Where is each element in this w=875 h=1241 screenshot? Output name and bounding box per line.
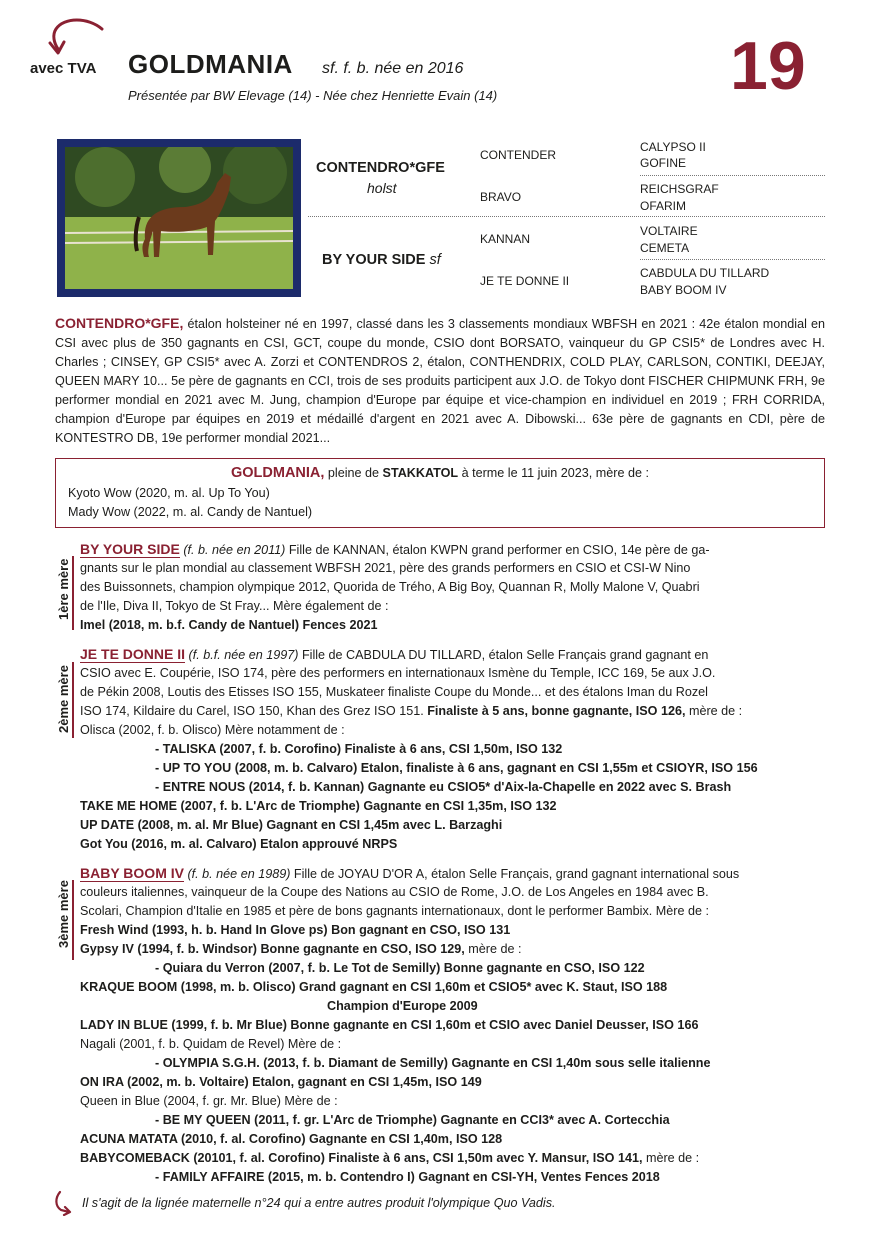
mother3-line3: Scolari, Champion d'Italie en 1985 et père de bons gagnants internationaux, dont le performer Bambix. Mère de : bbox=[80, 904, 709, 918]
mother3-e13b: mère de : bbox=[645, 1151, 700, 1165]
foal-1: Kyoto Wow (2020, m. al. Up To You) bbox=[68, 486, 270, 500]
mother2-l4b: Finaliste à 5 ans, bonne gagnante, ISO 126, bbox=[427, 704, 686, 718]
dam-breed: sf bbox=[429, 252, 441, 268]
mother3-e14: - FAMILY AFFAIRE (2015, m. b. Contendro I) Gagnant en CSI-YH, Ventes Fences 2018 bbox=[155, 1170, 660, 1184]
sire-heading: CONTENDRO*GFE, bbox=[55, 315, 184, 331]
produce-stallion: STAKKATOL bbox=[382, 466, 459, 480]
mother2-text: Fille de CABDULA DU TILLARD, étalon Selle Français grand gagnant en bbox=[301, 648, 709, 662]
mother3-e3: - Quiara du Verron (2007, f. b. Le Tot de Semilly) Bonne gagnante en CSO, ISO 122 bbox=[155, 961, 645, 975]
horse-name: GOLDMANIA bbox=[128, 49, 293, 79]
tva-label: avec TVA bbox=[30, 60, 97, 77]
produce-box bbox=[55, 458, 825, 528]
mother1-text: Fille de KANNAN, étalon KWPN grand performer en CSIO, 14e père de ga- bbox=[288, 543, 710, 557]
gen3-cemeta: CEMETA bbox=[640, 241, 690, 255]
mother3-text: Fille de JOYAU D'OR A, étalon Selle Français, grand gagnant international sous bbox=[293, 867, 740, 881]
mother2-bold1: TAKE ME HOME (2007, f. b. L'Arc de Triomphe) Gagnante en CSI 1,35m, ISO 132 bbox=[80, 799, 557, 813]
mother3-e13-row bbox=[80, 1149, 825, 1168]
mother1-line3: des Buissonnets, champion olympique 2012, Quorida de Trého, A Big Boy, Quannan R, Molly Malone V, Quabri bbox=[80, 580, 700, 594]
gen3-calypso: CALYPSO II bbox=[640, 140, 706, 154]
gen2-kannan: KANNAN bbox=[480, 232, 531, 246]
sire-name: CONTENDRO*GFE bbox=[316, 160, 445, 176]
mother2-bold2: UP DATE (2008, m. al. Mr Blue) Gagnant en CSI 1,45m avec L. Barzaghi bbox=[80, 818, 503, 832]
mother3-desc: (f. b. née en 1989) bbox=[187, 867, 291, 881]
sire-paragraph bbox=[55, 314, 825, 448]
mother2-sub3: - ENTRE NOUS (2014, f. b. Kannan) Gagnante eu CSIO5* d'Aix-la-Chapelle en 2022 avec S. Brash bbox=[155, 780, 732, 794]
mother3-label: 3ème mère bbox=[56, 880, 71, 948]
dam-name-text: BY YOUR SIDE bbox=[322, 252, 426, 268]
gen2-bravo: BRAVO bbox=[480, 190, 522, 204]
mother2-bold3: Got You (2016, m. al. Calvaro) Etalon approuvé NRPS bbox=[80, 837, 398, 851]
mother1-line4: de l'Ile, Diva II, Tokyo de St Fray... Mère également de : bbox=[80, 599, 389, 613]
sire-body: étalon holsteiner né en 1997, classé dans les 3 classements mondiaux WBFSH en 2021 : 42e étalon mondial en CSI avec plus de 350 gagnants en CSI, GCT, coupe du monde, CSIO dont BORSATO, vainqueur du GP CSI5* de Londres avec H. Charles ; CINSEY, GP CSI5* avec A. Zorzi et CONTENDROS 2, étalon, CONTHENDRIX, COLD PLAY, CARLSON, CONTIKI, DEEJAY, QUEEN MARY 10... 5e père de gagnants en CCI, trois de ses produits participent aux J.O. de Tokyo dont FISCHER CHIPMUNK FRH, 9e performer mondial en 2021 avec M. Jung, champion d'Europe par équipe et vice-champion en individuel en 2019 ; FRH CORRIDA, champion d'Europe par équipes en 2019 et médaillé d'argent en 2021 avec A. Dibowski... 63e père de gagnants en CDI, père de KONTESTRO DB, 19e performer mondial 2021... bbox=[55, 317, 825, 445]
mother2-name: JE TE DONNE II bbox=[80, 646, 186, 662]
mother3-e2b: mère de : bbox=[468, 942, 522, 956]
gen2-contender: CONTENDER bbox=[480, 148, 557, 162]
mother3-e2: Gypsy IV (1994, f. b. Windsor) Bonne gagnante en CSO, ISO 129, bbox=[80, 942, 465, 956]
mother1-label: 1ère mère bbox=[56, 558, 71, 620]
mother1-line2: gnants sur le plan mondial au classement WBFSH 2021, père des grands performers en CSIO et CSI-W Nino bbox=[80, 561, 691, 575]
mother1-bracket bbox=[72, 556, 74, 630]
mother3-e9: ON IRA (2002, m. b. Voltaire) Etalon, gagnant en CSI 1,45m, ISO 149 bbox=[80, 1075, 482, 1089]
presented-by: Présentée par BW Elevage (14) - Née chez Henriette Evain (14) bbox=[128, 88, 498, 103]
curved-arrow-icon bbox=[52, 1190, 74, 1216]
gen2-je-te-donne: JE TE DONNE II bbox=[480, 274, 570, 288]
produce-t1: pleine de bbox=[327, 466, 380, 480]
produce-t2: à terme le 11 juin 2023, mère de : bbox=[461, 466, 649, 480]
mother2-label: 2ème mère bbox=[56, 665, 71, 733]
gen3-cabdula: CABDULA DU TILLARD bbox=[640, 266, 770, 280]
produce-name: GOLDMANIA, bbox=[230, 465, 325, 481]
mother3-e11: - BE MY QUEEN (2011, f. gr. L'Arc de Triomphe) Gagnante en CCI3* avec A. Cortecchia bbox=[155, 1113, 670, 1127]
mother3-e5: Champion d'Europe 2009 bbox=[327, 999, 478, 1013]
mother2-line2: CSIO avec E. Coupérie, ISO 174, père des performers en internationaux Ismène du Temple, ICC 169, 5e aux J.O. bbox=[80, 666, 716, 680]
mother2-sub1: - TALISKA (2007, f. b. Corofino) Finaliste à 6 ans, CSI 1,50m, ISO 132 bbox=[155, 742, 563, 756]
mother2-l4a: ISO 174, Kildaire du Carel, ISO 150, Khan des Grez ISO 151. bbox=[80, 704, 424, 718]
mother3-e8: - OLYMPIA S.G.H. (2013, f. b. Diamant de Semilly) Gagnante en CSI 1,40m sous selle italienne bbox=[155, 1056, 711, 1070]
mother2-line4 bbox=[80, 702, 825, 721]
mother2-desc: (f. b.f. née en 1997) bbox=[188, 648, 299, 662]
mother3-line1 bbox=[80, 864, 825, 884]
divider bbox=[640, 175, 825, 176]
sire-breed: holst bbox=[367, 180, 397, 196]
mother3-e12: ACUNA MATATA (2010, f. al. Corofino) Gagnante en CSI 1,40m, ISO 128 bbox=[80, 1132, 503, 1146]
mother2-line3: de Pékin 2008, Loutis des Etisses ISO 155, Muskateer finaliste Coupe du Monde... et des étalons Iman du Rozel bbox=[80, 685, 708, 699]
mother3-e7: Nagali (2001, f. b. Quidam de Revel) Mère de : bbox=[80, 1037, 342, 1051]
lot-number: 19 bbox=[730, 28, 806, 104]
mother1-line1 bbox=[80, 540, 825, 560]
mother3-e2-row bbox=[80, 940, 825, 959]
divider bbox=[640, 259, 825, 260]
mother3-line2: couleurs italiennes, vainqueur de la Coupe des Nations au CSIO de Rome, J.O. de Los Angeles en 1984 avec B. bbox=[80, 885, 709, 899]
mother3-e10: Queen in Blue (2004, f. gr. Mr. Blue) Mère de : bbox=[80, 1094, 338, 1108]
mother3-e1: Fresh Wind (1993, h. b. Hand In Glove ps) Bon gagnant en CSO, ISO 131 bbox=[80, 923, 511, 937]
mother2-line5: Olisca (2002, f. b. Olisco) Mère notamment de : bbox=[80, 723, 345, 737]
gen3-ofarim: OFARIM bbox=[640, 199, 687, 213]
gen3-baby-boom: BABY BOOM IV bbox=[640, 283, 727, 297]
mother2-line1 bbox=[80, 645, 825, 665]
dam-name bbox=[322, 252, 441, 268]
produce-heading bbox=[56, 465, 824, 481]
mother3-e4: KRAQUE BOOM (1998, m. b. Olisco) Grand gagnant en CSI 1,60m et CSIO5* avec K. Staut, ISO 188 bbox=[80, 980, 668, 994]
mother2-l4c: mère de : bbox=[688, 704, 743, 718]
footer-note: Il s'agit de la lignée maternelle n°24 qui a entre autres produit l'olympique Quo Vadis. bbox=[82, 1196, 556, 1210]
mother2-bracket bbox=[72, 662, 74, 738]
mother1-offspring: Imel (2018, m. b.f. Candy de Nantuel) Fences 2021 bbox=[80, 618, 378, 632]
mother3-bracket bbox=[72, 880, 74, 960]
gen3-gofine: GOFINE bbox=[640, 156, 687, 170]
gen3-voltaire: VOLTAIRE bbox=[640, 224, 698, 238]
mother2-sub2: - UP TO YOU (2008, m. b. Calvaro) Etalon, finaliste à 6 ans, gagnant en CSI 1,55m et CSIOYR, ISO 156 bbox=[155, 761, 758, 775]
foal-2: Mady Wow (2022, m. al. Candy de Nantuel) bbox=[68, 505, 313, 519]
mother3-e6: LADY IN BLUE (1999, f. b. Mr Blue) Bonne gagnante en CSI 1,60m et CSIO avec Daniel Deusser, ISO 166 bbox=[80, 1018, 699, 1032]
curved-arrow-icon bbox=[44, 15, 106, 57]
horse-photo bbox=[57, 139, 301, 297]
mother1-name: BY YOUR SIDE bbox=[80, 541, 180, 557]
mother3-name: BABY BOOM IV bbox=[80, 865, 184, 881]
horse-desc: sf. f. b. née en 2016 bbox=[322, 60, 464, 77]
mother1-desc: (f. b. née en 2011) bbox=[183, 543, 286, 557]
divider bbox=[308, 216, 825, 217]
mother3-e13: BABYCOMEBACK (20101, f. al. Corofino) Finaliste à 6 ans, CSI 1,50m avec Y. Mansur, ISO 141, bbox=[80, 1151, 643, 1165]
gen3-reichsgraf: REICHSGRAF bbox=[640, 182, 719, 196]
